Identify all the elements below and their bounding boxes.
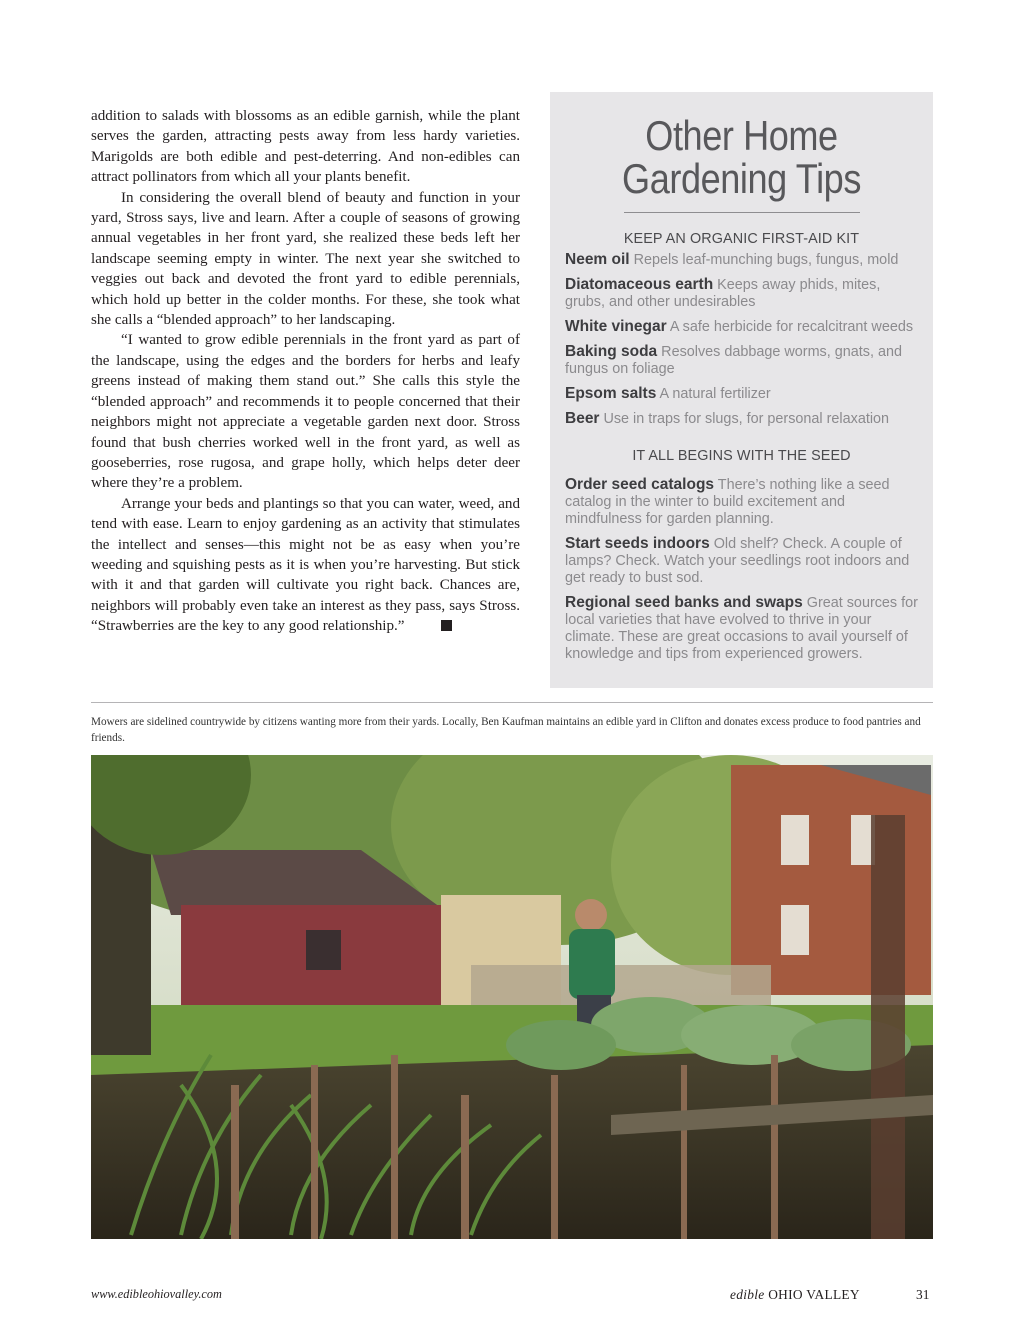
tip-term: Regional seed banks and swaps: [565, 594, 803, 611]
sidebar-title-line: Gardening Tips: [622, 155, 861, 202]
tip-description: A safe herbicide for recalcitrant weeds: [669, 319, 914, 335]
tip-term: White vinegar: [565, 318, 667, 335]
tip-description: A natural fertilizer: [659, 386, 771, 402]
tip-description: Keeps away phids, mites, grubs, and other undesirables: [565, 277, 881, 310]
tip-term: Beer: [565, 410, 600, 427]
tip-term: Neem oil: [565, 251, 630, 268]
tip-term: Epsom salts: [565, 385, 657, 402]
sidebar-title-rule: [624, 212, 860, 213]
section-heading-seed: IT ALL BEGINS WITH THE SEED: [632, 448, 851, 464]
photo-caption: Mowers are sidelined countrywide by citizens wanting more from their yards. Locally, Ben Kaufman maintains an edible yard in Clifton and donates excess produce to food pantries and friends.: [91, 716, 921, 744]
article-paragraph: In considering the overall blend of beauty and function in your yard, Stross says, live and learn. After a couple of seasons of growing annual vegetables in her front yard, she realized these beds left her landscape seeming empty in winter. The next year she switched to veggies out back and devoted the front yard to edible perennials, which hold up better in the colder months. For these, she took what she calls a “blended approach” to her landscaping.: [91, 189, 520, 329]
article-body: [91, 106, 520, 637]
page-number: 31: [916, 1287, 930, 1302]
tip-item: [565, 410, 918, 428]
footer-brand-italic: edible: [730, 1287, 765, 1302]
garden-photo: [91, 755, 933, 1239]
tip-description: There’s nothing like a seed catalog in the winter to build excitement and mindfulness for garden planning.: [565, 477, 890, 527]
article-paragraph: [91, 494, 520, 637]
garden-photo-illustration: [91, 755, 933, 1239]
tip-item: [565, 276, 918, 311]
tip-description: Repels leaf-munching bugs, fungus, mold: [633, 252, 899, 268]
article-paragraph-text: Arrange your beds and plantings so that you can water, weed, and tend with ease. Learn to enjoy gardening as an activity that stimulates the intellect and senses—this might not be as easy when you’re weeding and squishing pests as it is when you’re harvesting. But stick with it and that garden will cultivate you right back. Chances are, neighbors will probably even take an interest as they pass, says Stross. “Strawberries are the key to any good relationship.”: [91, 495, 520, 635]
section-heading-first-aid: KEEP AN ORGANIC FIRST-AID KIT: [623, 231, 860, 247]
tip-description: Resolves dabbage worms, gnats, and fungus on foliage: [565, 344, 902, 377]
tip-item: [565, 251, 918, 269]
tip-item: [565, 535, 918, 587]
end-of-article-mark: [441, 620, 452, 631]
article-paragraph: “I wanted to grow edible perennials in the front yard as part of the landscape, using the edges and the borders for herbs and leafy greens instead of making them stand out.” She calls this style the “blended approach” and recommends it to people concerned that their neighbors might not appreciate a vegetable garden next door. Stross found that bush cherries worked well in the front yard, as well as gooseberries, rose rugosa, and grape holly, which helps deter deer where they’re a problem.: [91, 332, 520, 492]
footer-magazine-name: [730, 1287, 860, 1303]
footer-url: www.edibleohiovalley.com: [91, 1287, 222, 1301]
tip-term: Start seeds indoors: [565, 535, 710, 552]
footer-brand-rest: OHIO VALLEY: [768, 1287, 860, 1302]
tip-description: Great sources for local varieties that have evolved to thrive in your climate. These are great occasions to avail yourself of knowledge and tips from experienced growers.: [565, 595, 918, 662]
tip-description: Old shelf? Check. A couple of lamps? Check. Watch your seedlings root indoors and get ready to bust sod.: [565, 536, 910, 586]
tip-item: [565, 318, 918, 336]
article-paragraph: addition to salads with blossoms as an edible garnish, while the plant serves the garden, attracting pests away from less hardy varieties. Marigolds are both edible and pest-deterring. And non-edibles can attract pollinators from which all your plants benefit.: [91, 108, 520, 186]
tip-description: Use in traps for slugs, for personal relaxation: [603, 411, 890, 427]
tip-item: [565, 385, 918, 403]
sidebar-title: [590, 114, 894, 200]
gardening-tips-sidebar: [550, 92, 933, 688]
tip-term: Baking soda: [565, 343, 658, 360]
tip-item: [565, 594, 918, 663]
tip-item: [565, 476, 918, 528]
sidebar-title-line: Other Home: [645, 112, 838, 159]
tip-term: Diatomaceous earth: [565, 276, 714, 293]
tip-item: [565, 343, 918, 378]
tip-term: Order seed catalogs: [565, 476, 715, 493]
caption-divider: [91, 702, 933, 703]
